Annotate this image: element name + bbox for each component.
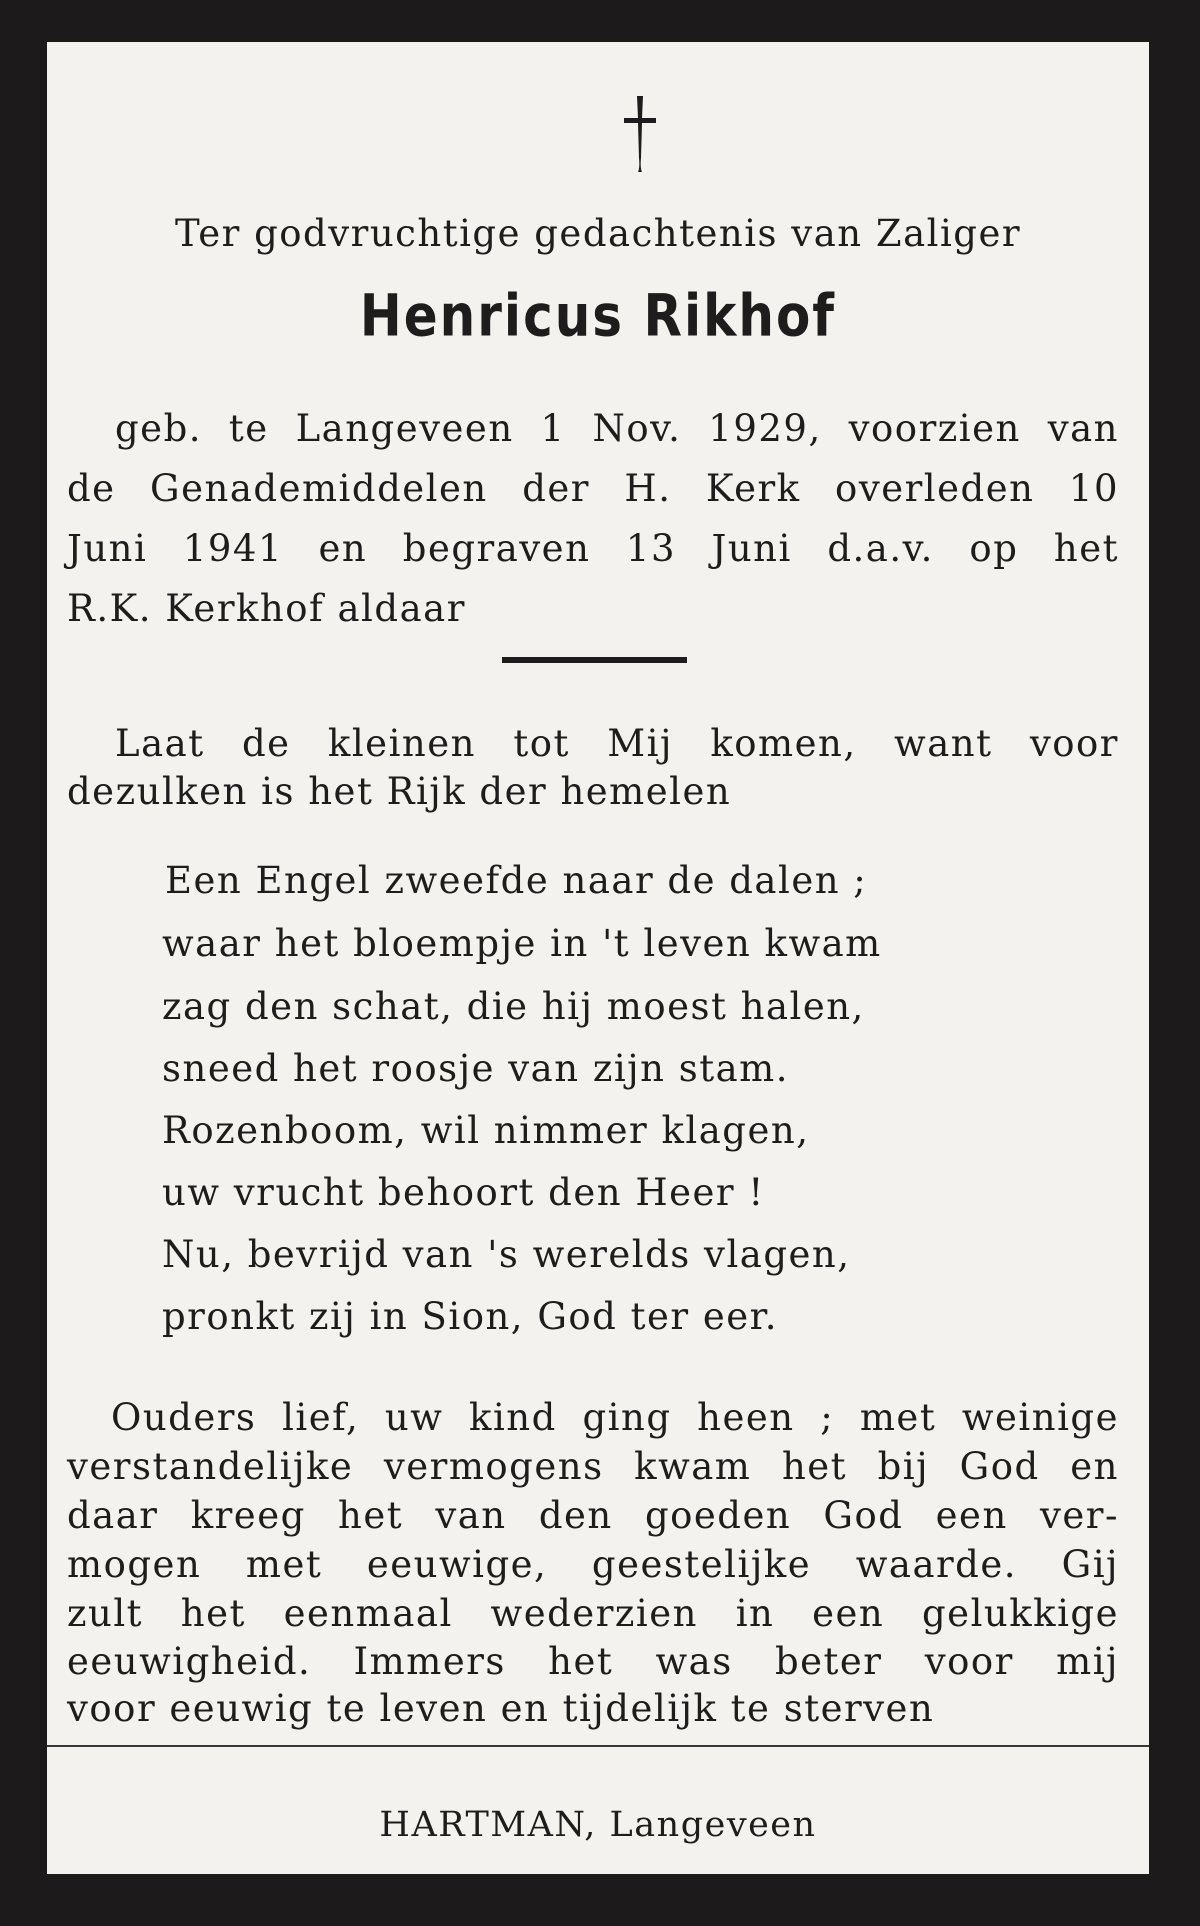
quote-line: Laat de kleinen tot Mij komen, want voor: [115, 722, 1119, 765]
quote-line: dezulken is het Rijk der hemelen: [67, 770, 732, 813]
poem-line: pronkt zij in Sion, God ter eer.: [162, 1295, 778, 1338]
bio-line: R.K. Kerkhof aldaar: [67, 587, 466, 630]
poem-line: sneed het roosje van zijn stam.: [162, 1047, 789, 1090]
footer-divider: [47, 1745, 1149, 1747]
poem-line: uw vrucht behoort den Heer !: [162, 1171, 765, 1214]
intro-text: Ter godvruchtige gedachtenis van Zaliger: [174, 212, 1022, 255]
printer-credit: HARTMAN, Langeveen: [379, 1805, 817, 1845]
poem-line: Rozenboom, wil nimmer klagen,: [162, 1109, 810, 1152]
poem-line: Nu, bevrijd van 's werelds vlagen,: [162, 1233, 851, 1276]
poem-line: Een Engel zweefde naar de dalen ;: [165, 859, 868, 902]
closing-line: Ouders lief, uw kind ging heen ; met weinige: [111, 1396, 1119, 1439]
closing-line: mogen met eeuwige, geestelijke waarde. Gij: [67, 1543, 1119, 1586]
divider-rule: [502, 657, 687, 663]
latin-cross-icon: [620, 94, 660, 174]
closing-line: voor eeuwig te leven en tijdelijk te sterven: [67, 1687, 935, 1730]
deceased-name: Henricus Rikhof: [359, 282, 837, 350]
poem-line: zag den schat, die hij moest halen,: [162, 985, 865, 1028]
closing-line: eeuwigheid. Immers het was beter voor mij: [67, 1640, 1119, 1683]
closing-line: daar kreeg het van den goeden God een ver-: [67, 1494, 1119, 1537]
bio-line: de Genademiddelen der H. Kerk overleden 10: [67, 467, 1119, 510]
bio-line: geb. te Langeveen 1 Nov. 1929, voorzien van: [115, 407, 1119, 450]
closing-line: verstandelijke vermogens kwam het bij God en: [67, 1445, 1119, 1488]
poem-line: waar het bloempje in 't leven kwam: [162, 922, 882, 965]
closing-line: zult het eenmaal wederzien in een gelukkige: [67, 1592, 1119, 1635]
card-paper: [47, 42, 1149, 1874]
bio-line: Juni 1941 en begraven 13 Juni d.a.v. op het: [67, 527, 1119, 570]
